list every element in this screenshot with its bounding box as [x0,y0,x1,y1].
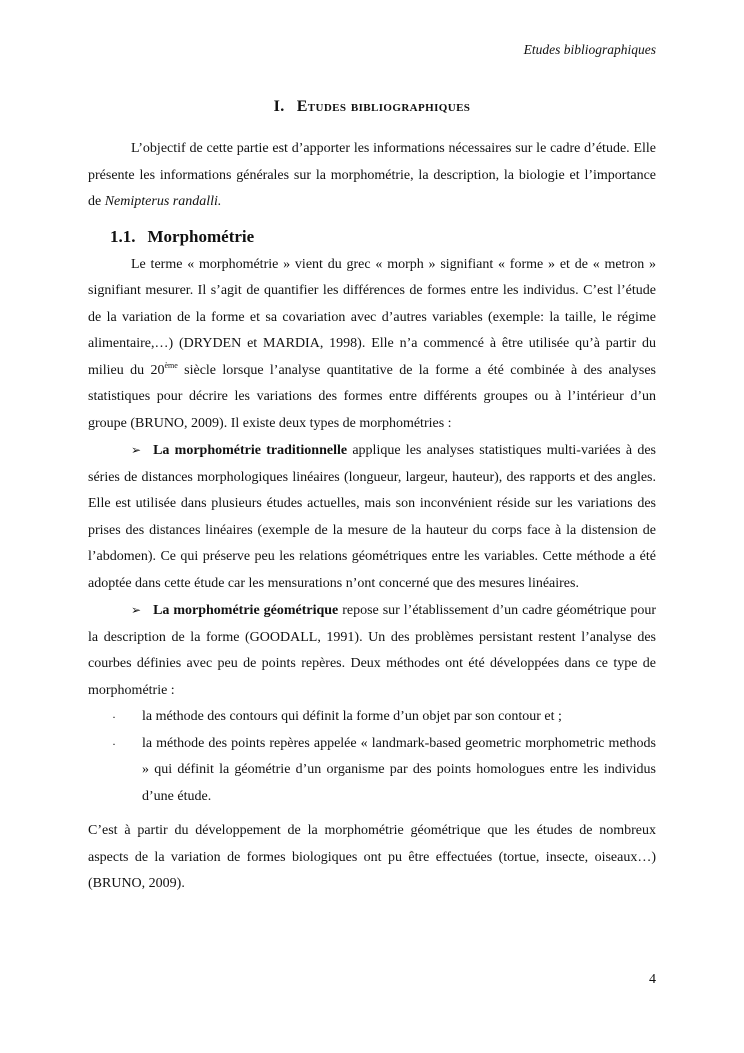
section-title-text: Morphométrie [147,226,255,246]
species-name: Nemipterus randalli. [104,194,222,209]
intro-text: L’objectif de cette partie est d’apporter les informations nécessaires sur le cadre d’étude. Elle présente les informations générales sur la morphométrie, la description, la biologie et l’importance de [88,141,656,209]
arrow-icon: ➢ [131,443,142,457]
bullet-icon: · [112,710,116,724]
geometric-term: La morphométrie géométrique [153,603,339,618]
document-body [88,136,656,898]
superscript: ème [164,360,178,370]
list-item-text: la méthode des points repères appelée « landmark-based geometric morphometric methods » qui définit la géométrie d’un organisme par des points homologues entre les individus d’une étude. [142,735,656,804]
intro-paragraph [88,136,656,216]
morphometry-paragraph [88,252,656,438]
section-heading [110,224,656,250]
list-item-text: la méthode des contours qui définit la forme d’un objet par son contour et ; [142,709,562,724]
chapter-number: I. [273,98,285,115]
geometric-paragraph [88,597,656,704]
section-number: 1.1. [110,226,136,246]
para1-text-b: siècle lorsque l’analyse quantitative de la forme a été combinée à des analyses statistiques pour décrire les variations des formes entre différents groupes ou à l’intérieur d’un groupe (BRUNO, 2009). Il existe deux types de morphométries : [88,362,656,431]
traditional-text: applique les analyses statistiques multi-variées à des séries de distances morphologiques linéaires (longueur, largeur, hauteur), des rapports et des angles. Elle est utilisée dans plusieurs études actuelles, mais son inconvénient réside sur les variations des prises des distances linéaires (exemple de la mesure de la hauteur du corps face à la distension de l’abdomen). Ce qui préserve peu les relations géométriques entre les variables. Cette méthode a été adoptée dans cette étude car les mensurations n’ont concerné que des mesures linéaires. [88,443,656,591]
para1-text-a: Le terme « morphométrie » vient du grec « morph » signifiant « forme » et de « metron » signifiant mesurer. Il s’agit de quantifier les différences de formes entre les individus. C’est l’étude de la variation de la forme et sa covariation avec d’autres variables (exemple: la taille, le régime alimentaire,…) (DRYDEN et MARDIA, 1998). Elle n’a commencé à être utilisée qu’à partir du milieu du 20 [88,256,656,378]
arrow-icon: ➢ [131,603,142,617]
chapter-title-text: Etudes bibliographiques [296,98,471,115]
conclusion-paragraph: C’est à partir du développement de la morphométrie géométrique que les études de nombreux aspects de la variation de formes biologiques ont pu être effectuées (tortue, insecte, oiseaux…) (BRUNO, 2009). [88,823,656,891]
geometric-text: repose sur l’établissement d’un cadre géométrique pour la description de la forme (GOODALL, 1991). Un des problèmes persistant restent l’analyse des courbes définies avec peu de points repères. Deux méthodes ont été développées dans ce type de morphométrie : [88,603,656,698]
traditional-term: La morphométrie traditionnelle [153,443,348,458]
methods-list [88,704,656,810]
traditional-paragraph [88,437,656,597]
running-header: Etudes bibliographiques [523,42,656,57]
bullet-icon: · [112,736,116,751]
list-item [88,731,656,811]
document-page [88,0,656,1053]
page-number: 4 [649,972,656,987]
list-item [88,704,656,731]
chapter-title [88,98,656,116]
